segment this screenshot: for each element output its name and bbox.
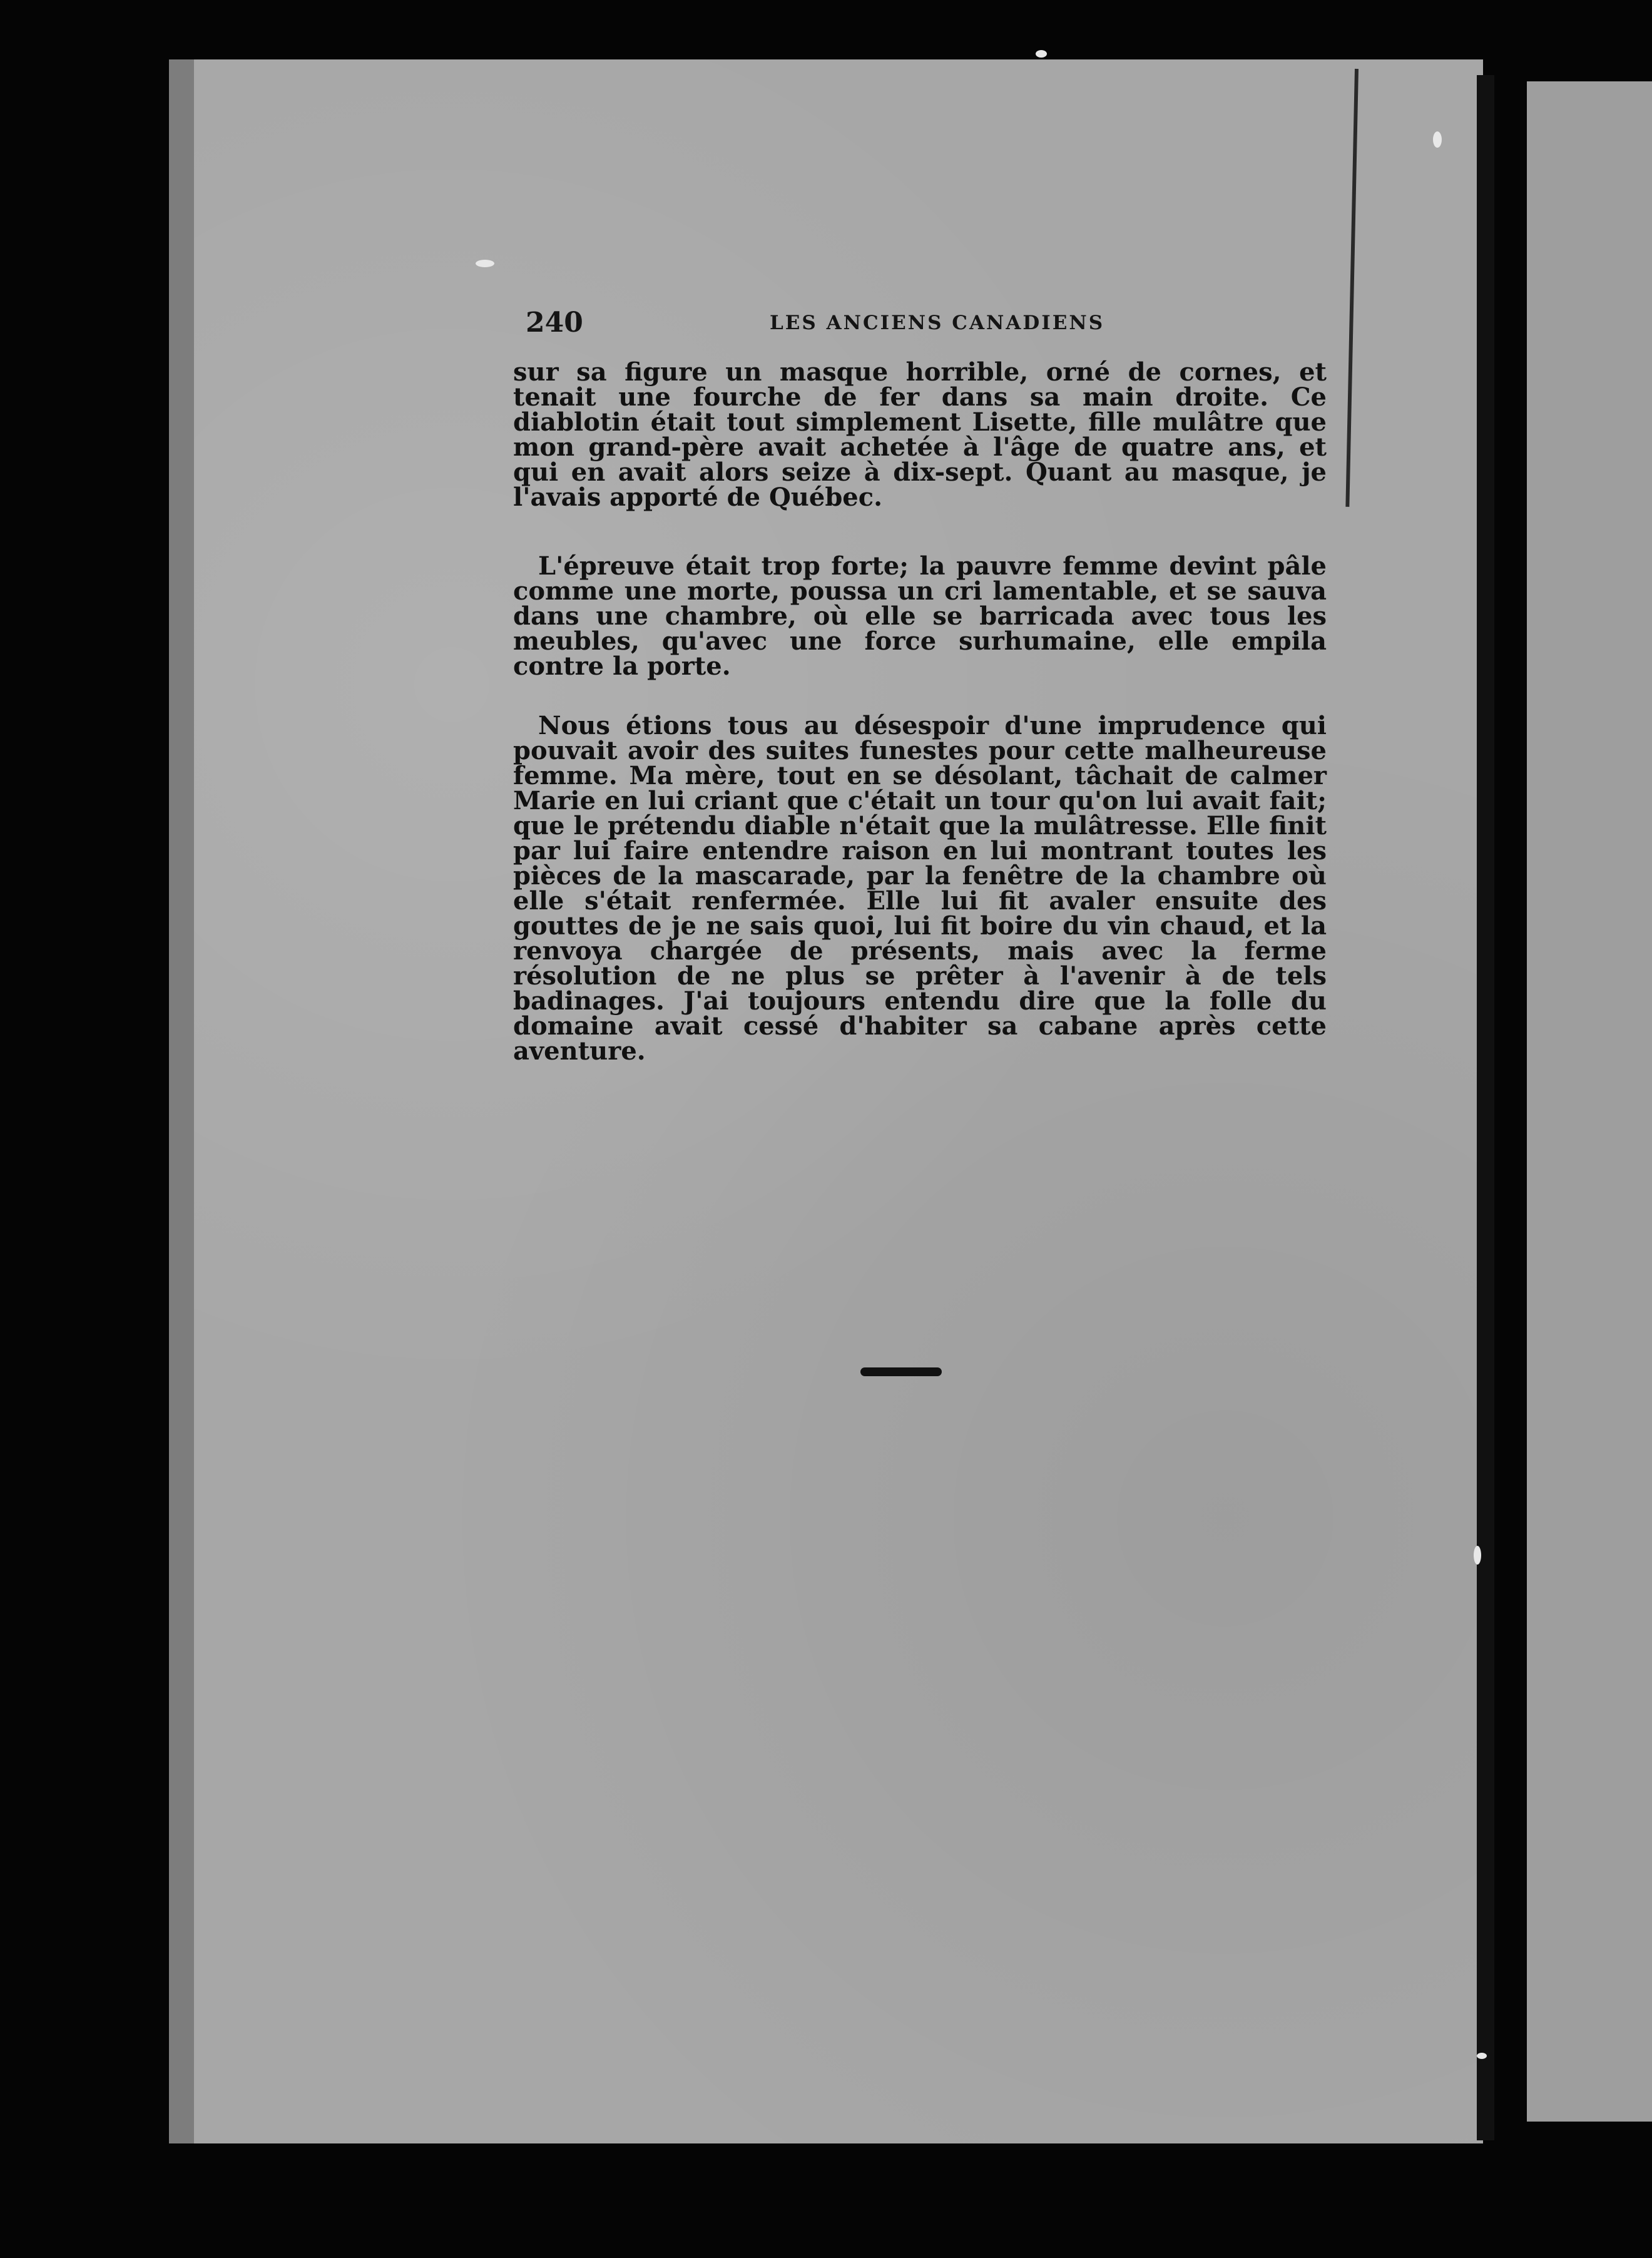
scan-speck [476, 260, 494, 267]
scan-speck [1433, 131, 1442, 148]
paragraph-text: Nous étions tous au désespoir d'une imprudence qui pouvait avoir des suites funestes pour cette malheureuse femme. Ma mère, tout en se désolant, tâchait de calmer Marie en lui criant que c'était un tour qu'on lui avait fait; que le prétendu diable n'était que la mulâtresse. Elle finit par lui faire entendre raison en lui montrant toutes les pièces de la mascarade, par la fenêtre de la chambre où elle s'était renfermée. Elle lui fit avaler ensuite des gouttes de je ne sais quoi, lui fit boire du vin chaud, et la renvoya chargée de présents, mais avec la ferme résolution de ne plus se prêter à l'avenir à de tels badinages. J'ai toujours entendu dire que la folle du domaine avait cessé d'habiter sa cabane après cette aventure. [513, 711, 1327, 1066]
end-ornament [860, 1367, 942, 1376]
paragraph-text: L'épreuve était trop forte; la pauvre femme devint pâle comme une morte, poussa un cri lamentable, et se sauva dans une chambre, où elle se barricada avec tous les meubles, qu'avec une force surhumaine, elle empila contre la porte. [513, 551, 1327, 681]
scan-speck [1474, 1546, 1481, 1565]
paragraph-1 [513, 357, 1327, 512]
adjacent-page-edge [1527, 81, 1652, 2122]
paragraph-2 [513, 551, 1327, 681]
scan-speck [1036, 50, 1047, 58]
running-title: LES ANCIENS CANADIENS [770, 312, 1105, 334]
page-left-edge [169, 59, 194, 2143]
page-number: 240 [526, 307, 583, 339]
book-gutter [1477, 75, 1494, 2140]
paragraph-3 [513, 713, 1327, 1064]
scan-speck [1477, 2053, 1487, 2059]
page-header [526, 307, 1327, 344]
paragraph-text: sur sa figure un masque horrible, orné de cornes, et tenait une fourche de fer dans sa main droite. Ce diablotin était tout simplement Lisette, fille mulâtre que mon grand-père avait achetée à l'âge de quatre ans, et qui en avait alors seize à dix-sept. Quant au masque, je l'avais apporté de Québec. [513, 357, 1327, 512]
